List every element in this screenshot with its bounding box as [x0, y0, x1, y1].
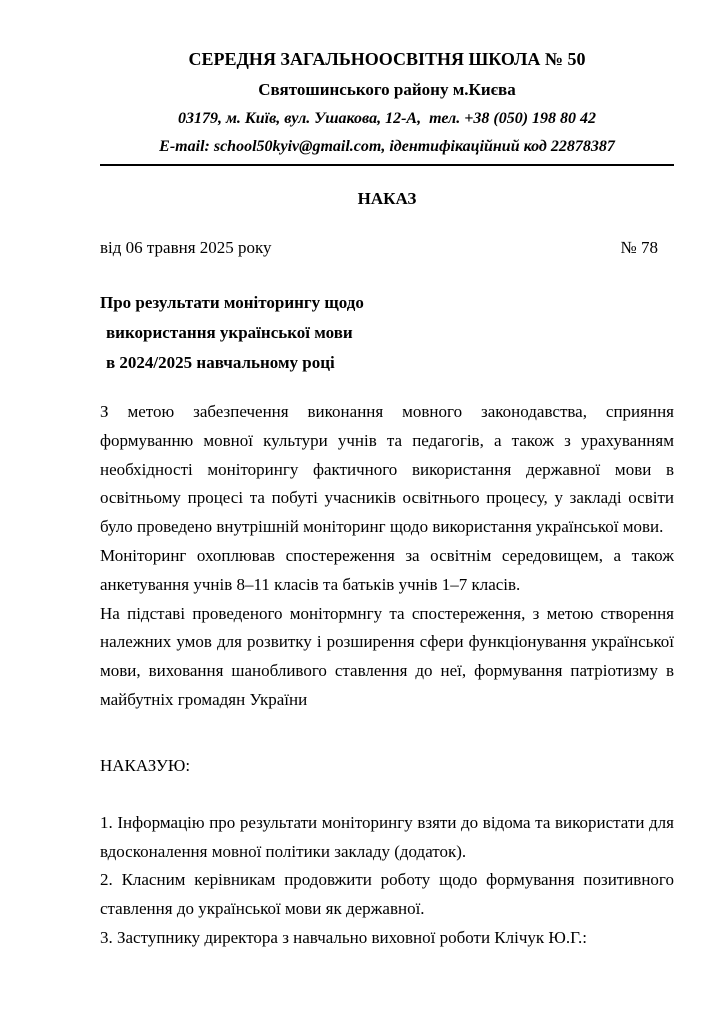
order-number: № 78 — [620, 238, 658, 257]
text-line: 3. Заступнику директора з навчально виховної роботи Клічук Ю.Г.: — [100, 927, 588, 947]
text-line: необхідності моніторингу фактичного використання державної мови в — [100, 459, 674, 479]
text-line: мови, виховання шанобливого ставлення до неї, формування патріотизму в — [100, 661, 674, 681]
text-line: майбутніх громадян України — [100, 689, 308, 709]
subject-line: використання української мови — [106, 323, 353, 342]
order-date: від 06 травня 2025 року — [100, 238, 272, 257]
text-line: було проведено внутрішній моніторинг щодо використання української мови. — [100, 517, 664, 537]
text-line: ставлення до української мови як державної. — [100, 899, 425, 919]
order-subject — [100, 288, 674, 378]
text-line: належних умов для розвитку і розширення сфери функціонування української — [100, 632, 674, 652]
order-items — [100, 809, 674, 953]
text-line: 2. Класним керівникам продовжити роботу щодо формування позитивного — [100, 870, 674, 890]
text-line: На підставі проведеного монітормнгу та спостереження, з метою створення — [100, 603, 674, 623]
order-title: НАКАЗ — [357, 189, 417, 208]
order-meta-row — [100, 233, 674, 262]
paragraph — [100, 600, 674, 715]
resolution-word: НАКАЗУЮ: — [100, 755, 191, 775]
order-body — [100, 398, 674, 715]
paragraph — [100, 542, 674, 600]
text-line: вдосконалення мовної політики закладу (додаток). — [100, 841, 467, 861]
school-address: 03179, м. Київ, вул. Ушакова, 12-А, тел. +38 (050) 198 80 42 — [177, 110, 597, 127]
subject-line: Про результати моніторингу щодо — [100, 293, 364, 312]
letterhead — [100, 44, 674, 166]
subject-line: в 2024/2025 навчальному році — [106, 353, 335, 372]
order-item — [100, 924, 674, 953]
text-line: Моніторинг охоплював спостереження за освітнім середовищем, а також — [100, 545, 674, 565]
letterhead-divider — [100, 164, 674, 166]
order-item — [100, 809, 674, 867]
school-district: Святошинського району м.Києва — [258, 80, 516, 99]
text-line: З метою забезпечення виконання мовного законодавства, сприяння — [100, 402, 674, 421]
text-line: формуванню мовної культури учнів та педагогів, а також з урахуванням — [100, 430, 674, 450]
text-line: 1. Інформацію про результати моніторингу взяти до відома та використати для — [100, 812, 674, 832]
school-email: E-mail: school50kyiv@gmail.com, ідентифікаційний код 22878387 — [159, 138, 615, 155]
text-line: освітньому процесі та побуті учасників освітнього процесу, у закладі освіти — [100, 488, 674, 508]
order-item — [100, 866, 674, 924]
paragraph — [100, 398, 674, 542]
school-name: СЕРЕДНЯ ЗАГАЛЬНООСВІТНЯ ШКОЛА № 50 — [188, 49, 586, 69]
text-line: анкетування учнів 8–11 класів та батьків учнів 1–7 класів. — [100, 574, 521, 594]
